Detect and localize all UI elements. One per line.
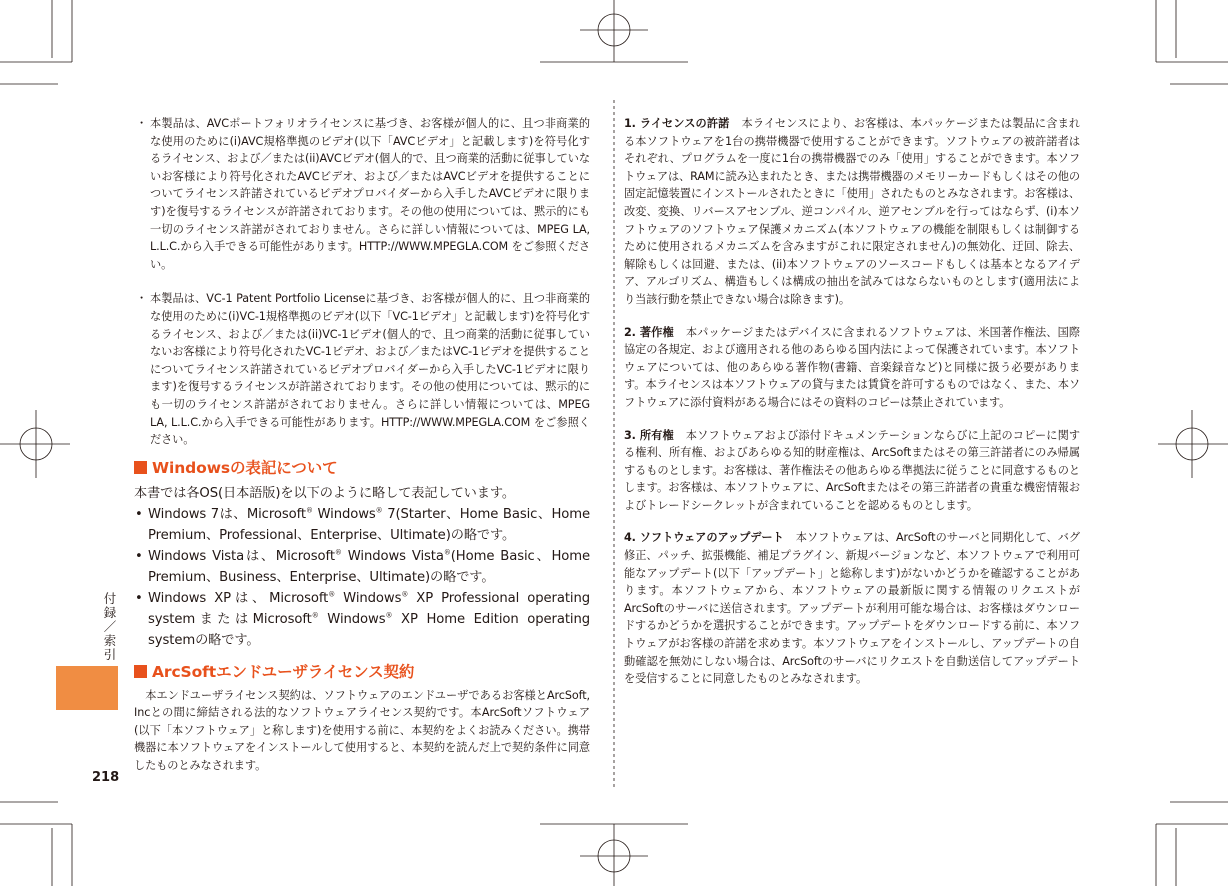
- software-update-clause: [624, 529, 1080, 687]
- item-text: (Home Basic、Home Premium、Business、Enterprise、Ultimate)の略です。: [148, 548, 590, 585]
- item-text: Windows: [318, 611, 386, 627]
- clause-heading: 3. 所有権: [624, 428, 674, 442]
- windows-item-vista: [134, 546, 590, 588]
- side-char: 引: [103, 647, 117, 662]
- clause-body: 本ライセンスにより、お客様は、本パッケージまたは製品に含まれる本ソフトウェアを1台の携帯機器で使用することができます。ソフトウェアの被許諾者はそれぞれ、プログラムを一度に1台の携帯機器でのみ「使用」することができます。本ソフトウェアは、RAMに読み込まれたとき、または携帯機器のメモリーカードもしくはその他の固定記憶装置にインストールされたときに「使用」されたものとみなされます。お客様は、改変、変換、リバースアセンブル、逆コンパイル、逆アセンブルを行ってはならず、(i)本ソフトウェアのソフトウェア保護メカニズム(本ソフトウェアの機能を制限もしくは制御するために使用されるメカニズムを含みますがこれに限定されません)の無効化、迂回、除去、解除もしくは回避、または、(ii)本ソフトウェアのソースコードもしくは基本となるアイデア、アルゴリズム、構造もしくは構成の抽出を試みてはならないものとします(適用法により当該行動を禁止できない場合は除きます)。: [624, 117, 1080, 306]
- clause-body: 本ソフトウェアおよび添付ドキュメンテーションならびに上記のコピーに関する権利、所有権、およびあらゆる知的財産権は、ArcSoftまたはその第三許諾者にのみ帰属するものとします。お客様は、著作権法その他あらゆる準拠法に従うことに同意するものとします。お客様は、本ソフトウェアに、ArcSoftまたはその第三許諾者の貴重な機密情報およびトレードシークレットが含まれていることを認めるものとします。: [624, 428, 1080, 512]
- registered-mark: ®: [401, 590, 409, 599]
- registered-mark: ®: [375, 506, 383, 515]
- avc-license-note: [134, 115, 590, 273]
- registered-mark: ®: [385, 611, 393, 620]
- bullet-dot: ・: [136, 117, 148, 130]
- registered-mark: ®: [305, 506, 313, 515]
- item-text: Windows 7は、Microsoft: [148, 506, 306, 522]
- item-text: 7(Starter、Home Basic、Home Premium、Professional、Enterprise、Ultimate)の略です。: [148, 506, 591, 543]
- bullet-dot: •: [135, 506, 143, 522]
- windows-section-heading: [134, 457, 590, 479]
- windows-intro: 本書では各OS(日本語版)を以下のように略して表記しています。: [134, 485, 515, 501]
- bullet-text: 本製品は、AVCポートフォリオライセンスに基づき、お客様が個人的に、且つ非商業的な使用のために(i)AVC規格準拠のビデオ(以下「AVCビデオ」と記載します)を符号化するライセンス、および／または(ii)AVCビデオ(個人的で、且つ商業的活動に従事していないお客様により符号化されたAVCビデオ、および／またはAVCビデオを提供することについてライセンス許諾されているビデオプロバイダーから入手したAVCビデオに限ります)を復号するライセンスが許諾されております。その他の使用については、黙示的にも一切のライセンス許諾がされておりません。さらに詳しい情報については、MPEG LA, L.L.C.から入手できる可能性があります。HTTP://WWW.MPEGLA.COM をご参照ください。: [150, 117, 590, 271]
- registered-mark: ®: [328, 590, 336, 599]
- ownership-clause: [624, 427, 1080, 515]
- side-char: 付: [103, 591, 117, 606]
- copyright-clause: [624, 324, 1080, 412]
- item-text: XP Professional operating systemまたはMicrosoft: [148, 590, 590, 627]
- windows-item-7: [134, 504, 590, 546]
- side-index-tab: [56, 666, 118, 710]
- item-text: Windows Vistaは、Microsoft: [148, 548, 335, 564]
- heading-square-icon: [134, 461, 147, 474]
- side-char: ／: [103, 619, 117, 634]
- license-grant-clause: [624, 115, 1080, 309]
- registered-mark: ®: [443, 548, 451, 557]
- left-column: [134, 115, 590, 775]
- bullet-dot: •: [135, 590, 143, 606]
- item-text: XP Home Edition operating systemの略です。: [148, 611, 590, 648]
- heading-text: ArcSoftエンドユーザライセンス契約: [152, 662, 415, 681]
- item-text: Windows: [335, 590, 402, 606]
- clause-heading: 1. ライセンスの許諾: [624, 117, 730, 130]
- registered-mark: ®: [311, 611, 319, 620]
- clause-body: 本パッケージまたはデバイスに含まれるソフトウェアは、米国著作権法、国際協定の各規定、および適用される他のあらゆる国内法によって保護されています。本ソフトウェアについては、他のあらゆる著作物(書籍、音楽録音など)と同様に扱う必要があります。本ライセンスは本ソフトウェアの貸与または賃貸を許可するものではなく、また、本ソフトウェアに添付資料がある場合にはその資料のコピーは禁止されています。: [624, 325, 1080, 409]
- clause-body: 本ソフトウェアは、ArcSoftのサーバと同期化して、バグ修正、パッチ、拡張機能、補足プラグイン、新規バージョンなど、本ソフトウェアで利用可能なアップデート(以下「アップデート」と総称します)がないかどうかを確認することがあります。本ソフトウェアから、本ソフトウェアの最新版に関する情報のリクエストがArcSoftのサーバに送信されます。アップデートが利用可能な場合は、お客様はダウンロードするかどうかを選択することができます。アップデートをダウンロードする前に、本ソフトウェアがお客様の許諾を求めます。本ソフトウェアをインストールし、アップデートの自動確認を無効にしない場合は、ArcSoftのサーバにリクエストを自動送信してアップデートを受信することに同意したものとみなされます。: [624, 531, 1080, 686]
- bullet-text: 本製品は、VC-1 Patent Portfolio Licenseに基づき、お客様が個人的に、且つ非商業的な使用のために(i)VC-1規格準拠のビデオ(以下「VC-1ビデオ」と記載します)を符号化するライセンス、および／または(ii)VC-1ビデオ(個人的で、且つ商業的活動に従事していないお客様により符号化されたVC-1ビデオ、および／またはVC-1ビデオを提供することについてライセンス許諾されているビデオプロバイダーから入手したVC-1ビデオに限ります)を復号するライセンスが許諾されております。その他の使用については、黙示的にも一切のライセンス許諾がされておりません。さらに詳しい情報については、MPEG LA, L.L.C.から入手できる可能性があります。HTTP://WWW.MPEGLA.COM をご参照ください。: [150, 292, 590, 447]
- side-char: 録: [103, 605, 117, 620]
- windows-item-xp: [134, 588, 590, 651]
- clause-heading: 2. 著作権: [624, 325, 674, 339]
- heading-text: Windowsの表記について: [152, 458, 338, 477]
- bullet-dot: •: [135, 548, 143, 564]
- item-text: Windows XPは、Microsoft: [148, 590, 329, 606]
- item-text: Windows: [312, 506, 376, 522]
- item-text: Windows Vista: [341, 548, 444, 564]
- right-column: [624, 115, 1080, 703]
- page-number: 218: [92, 770, 120, 785]
- side-index-label: [98, 592, 122, 662]
- bullet-dot: ・: [136, 292, 148, 306]
- arcsoft-intro-paragraph: 本エンドユーザライセンス契約は、ソフトウェアのエンドユーザであるお客様とArcSoft, Incとの間に締結される法的なソフトウェアライセンス契約です。本ArcSoftソフトウェア(以下「本ソフトウェア」と称します)を使用する前に、本契約をよくお読みください。携帯機器に本ソフトウェアをインストールして使用すると、本契約を読んだ上で契約条件に同意したものとみなされます。: [134, 688, 590, 773]
- registered-mark: ®: [334, 548, 342, 557]
- arcsoft-section-heading: [134, 661, 590, 683]
- side-char: 索: [103, 633, 117, 648]
- heading-square-icon: [134, 665, 147, 678]
- clause-heading: 4. ソフトウェアのアップデート: [624, 531, 784, 545]
- vc1-license-note: [134, 290, 590, 448]
